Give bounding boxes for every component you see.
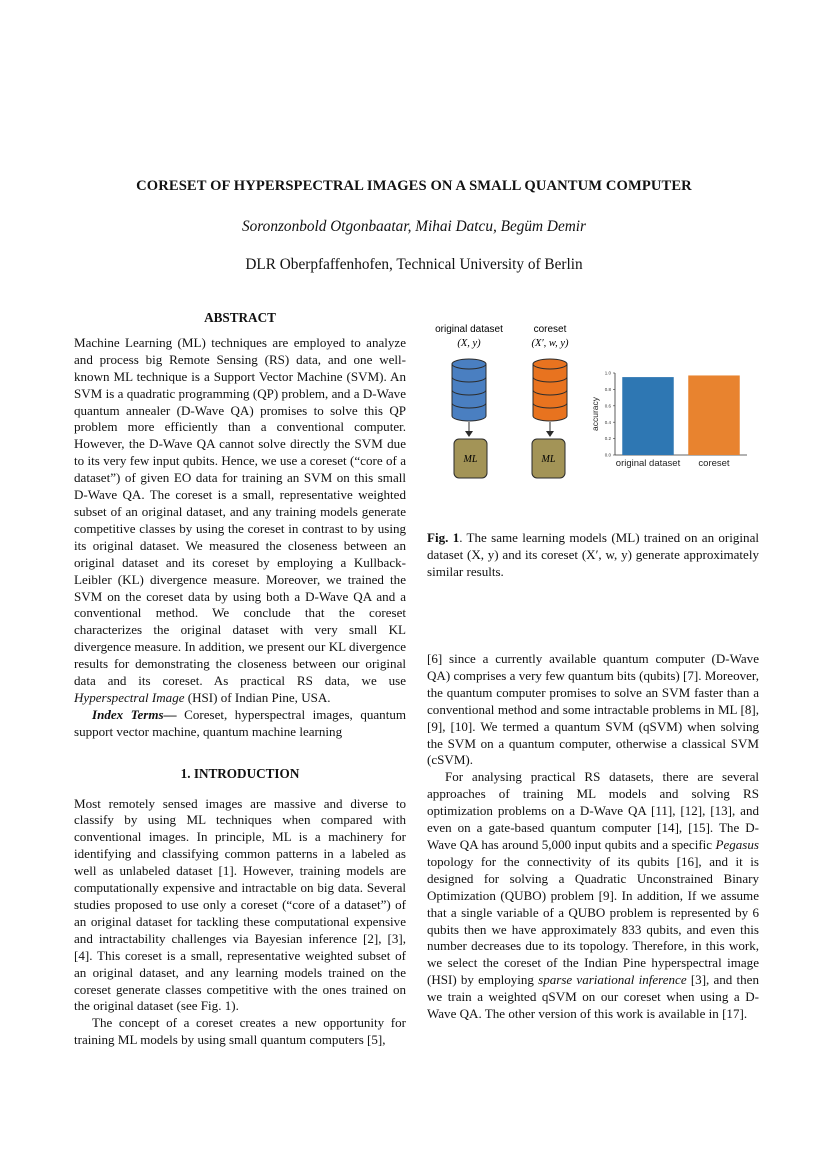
intro-paragraph-1: Most remotely sensed images are massive and diverse to classify by using ML techniques when compared with conventional images. In principle, ML is a machinery for identifying and classifying common patterns in a labeled as well as unlabeled dataset [1]. However, training models are computationally expensive and intractable on big data. Several studies proposed to use only a coreset (“core of a dataset”) of an original dataset for tackling these computational expensive and intractability challenges via Bayesian inference [2], [3], [4]. This coreset is a small, representative weighted subset of an original dataset, and any learning models trained on the coreset generate classes competitive with the ones trained on the original dataset (see Fig. 1). (74, 795, 406, 1014)
orig-dataset-math: (X, y) (457, 338, 481, 349)
figure-1-graphic (427, 318, 759, 488)
arrow-head-icon (546, 431, 554, 437)
ml-label: ML (463, 454, 478, 465)
abstract-text: Machine Learning (ML) techniques are employed to analyze and process big Remote Sensing (RS) data, and one well-known ML technique is a Support Vector Machine (SVM). An SVM is a quadratic programming (QP) problem, and a D-Wave quantum annealer (D-Wave QA) promises to solve this QP problem more efficiently than a conventional computer. However, the D-Wave QA cannot solve directly the SVM due to its very few input qubits. Hence, we use a coreset (“core of a dataset”) of given EO data for training an SVM on this small D-Wave QA. The coreset is a small, representative weighted subset of an original dataset, and any training models generate competitive classes by using the coreset in contrast to by using its original dataset. We measured the closeness between an original dataset and its coreset by employing a Kullback-Leibler (KL) divergence measure. Moreover, we trained the SVM on the coreset data by using both a D-Wave QA and a conventional method. We conclude that the coreset characterizes the original dataset with very small KL divergence measure. In addition, we present our KL divergence results for demonstrating the closeness between our original data and its coreset. As practical RS data, we use Hyperspectral Image (HSI) of Indian Pine, USA. (74, 334, 406, 705)
intro-paragraph-3: [6] since a currently available quantum computer (D-Wave QA) comprises a very few quantum bits (qubits) [7]. Moreover, the quantum computer promises to solve an SVM faster than a conventional method and some intractable problems in ML [8], [9], [10]. We termed a quantum SVM (qSVM) when solving the SVM on a quantum computer, otherwise a classical SVM (cSVM). (427, 651, 759, 768)
intro-paragraph-2: The concept of a coreset creates a new opportunity for training ML models by using small quantum computers [5], (74, 1015, 406, 1048)
x-tick-label: coreset (698, 458, 730, 469)
arrow-head-icon (465, 431, 473, 437)
intro-heading: 1. INTRODUCTION (180, 765, 300, 781)
y-tick-label: 0.2 (604, 436, 611, 442)
y-tick-label: 0.8 (604, 387, 611, 392)
figure-1 (427, 318, 759, 488)
paper-title: CORESET OF HYPERSPECTRAL IMAGES ON A SMALL QUANTUM COMPUTER (136, 178, 692, 194)
y-tick-label: 1.0 (604, 370, 611, 376)
y-tick-label: 0.6 (604, 403, 611, 409)
coreset-math: (X′, w, y) (531, 338, 569, 349)
database-icon (533, 359, 567, 421)
index-terms: Index Terms— Coreset, hyperspectral images, quantum support vector machine, quantum machine learning (74, 706, 406, 739)
figure-caption: Fig. 1. The same learning models (ML) trained on an original dataset (X, y) and its coreset (X′, w, y) generate approximately similar results. (427, 530, 759, 579)
ml-label: ML (541, 454, 556, 465)
accuracy-bar-chart (590, 371, 747, 469)
y-tick-label: 0.4 (604, 419, 611, 425)
paper-authors: Soronzonbold Otgonbaatar, Mihai Datcu, Begüm Demir (241, 218, 587, 235)
abstract-heading: ABSTRACT (204, 310, 276, 325)
y-axis-label: accuracy (590, 396, 600, 432)
bar-coreset (688, 375, 739, 455)
database-icon (452, 359, 486, 421)
y-tick-label: 0.0 (604, 452, 611, 458)
left-column (74, 310, 406, 1049)
intro-paragraph-4: For analysing practical RS datasets, there are several approaches of training ML models and solving RS optimization problems on a D-Wave QA [11], [12], [13], and even on a gate-based quantum computer [14], [15]. The D-Wave QA has around 5,000 input qubits and a specific Pegasus topology for the connectivity of its qubits [16], and it is designed for solving a Quadratic Unconstrained Binary Optimization (QUBO) problem [9]. In addition, If we assume that a single variable of a QUBO problem is represented by 6 qubits then we have approximately 833 qubits, and even this number decreases due to its topology. Therefore, in this work, we select the coreset of the Indian Pine hyperspectral image (HSI) by employing sparse variational inference [3], and then we train a weighted qSVM on our coreset when using a D-Wave QA. The other version of this work is available in [17]. (427, 769, 759, 1022)
bar-original-dataset (622, 377, 673, 455)
orig-dataset-label: original dataset (435, 324, 503, 335)
right-column (427, 651, 759, 1023)
paper-affiliation: DLR Oberpfaffenhofen, Technical University of Berlin (245, 256, 583, 273)
x-tick-label: original dataset (615, 458, 681, 469)
coreset-label: coreset (533, 324, 567, 335)
